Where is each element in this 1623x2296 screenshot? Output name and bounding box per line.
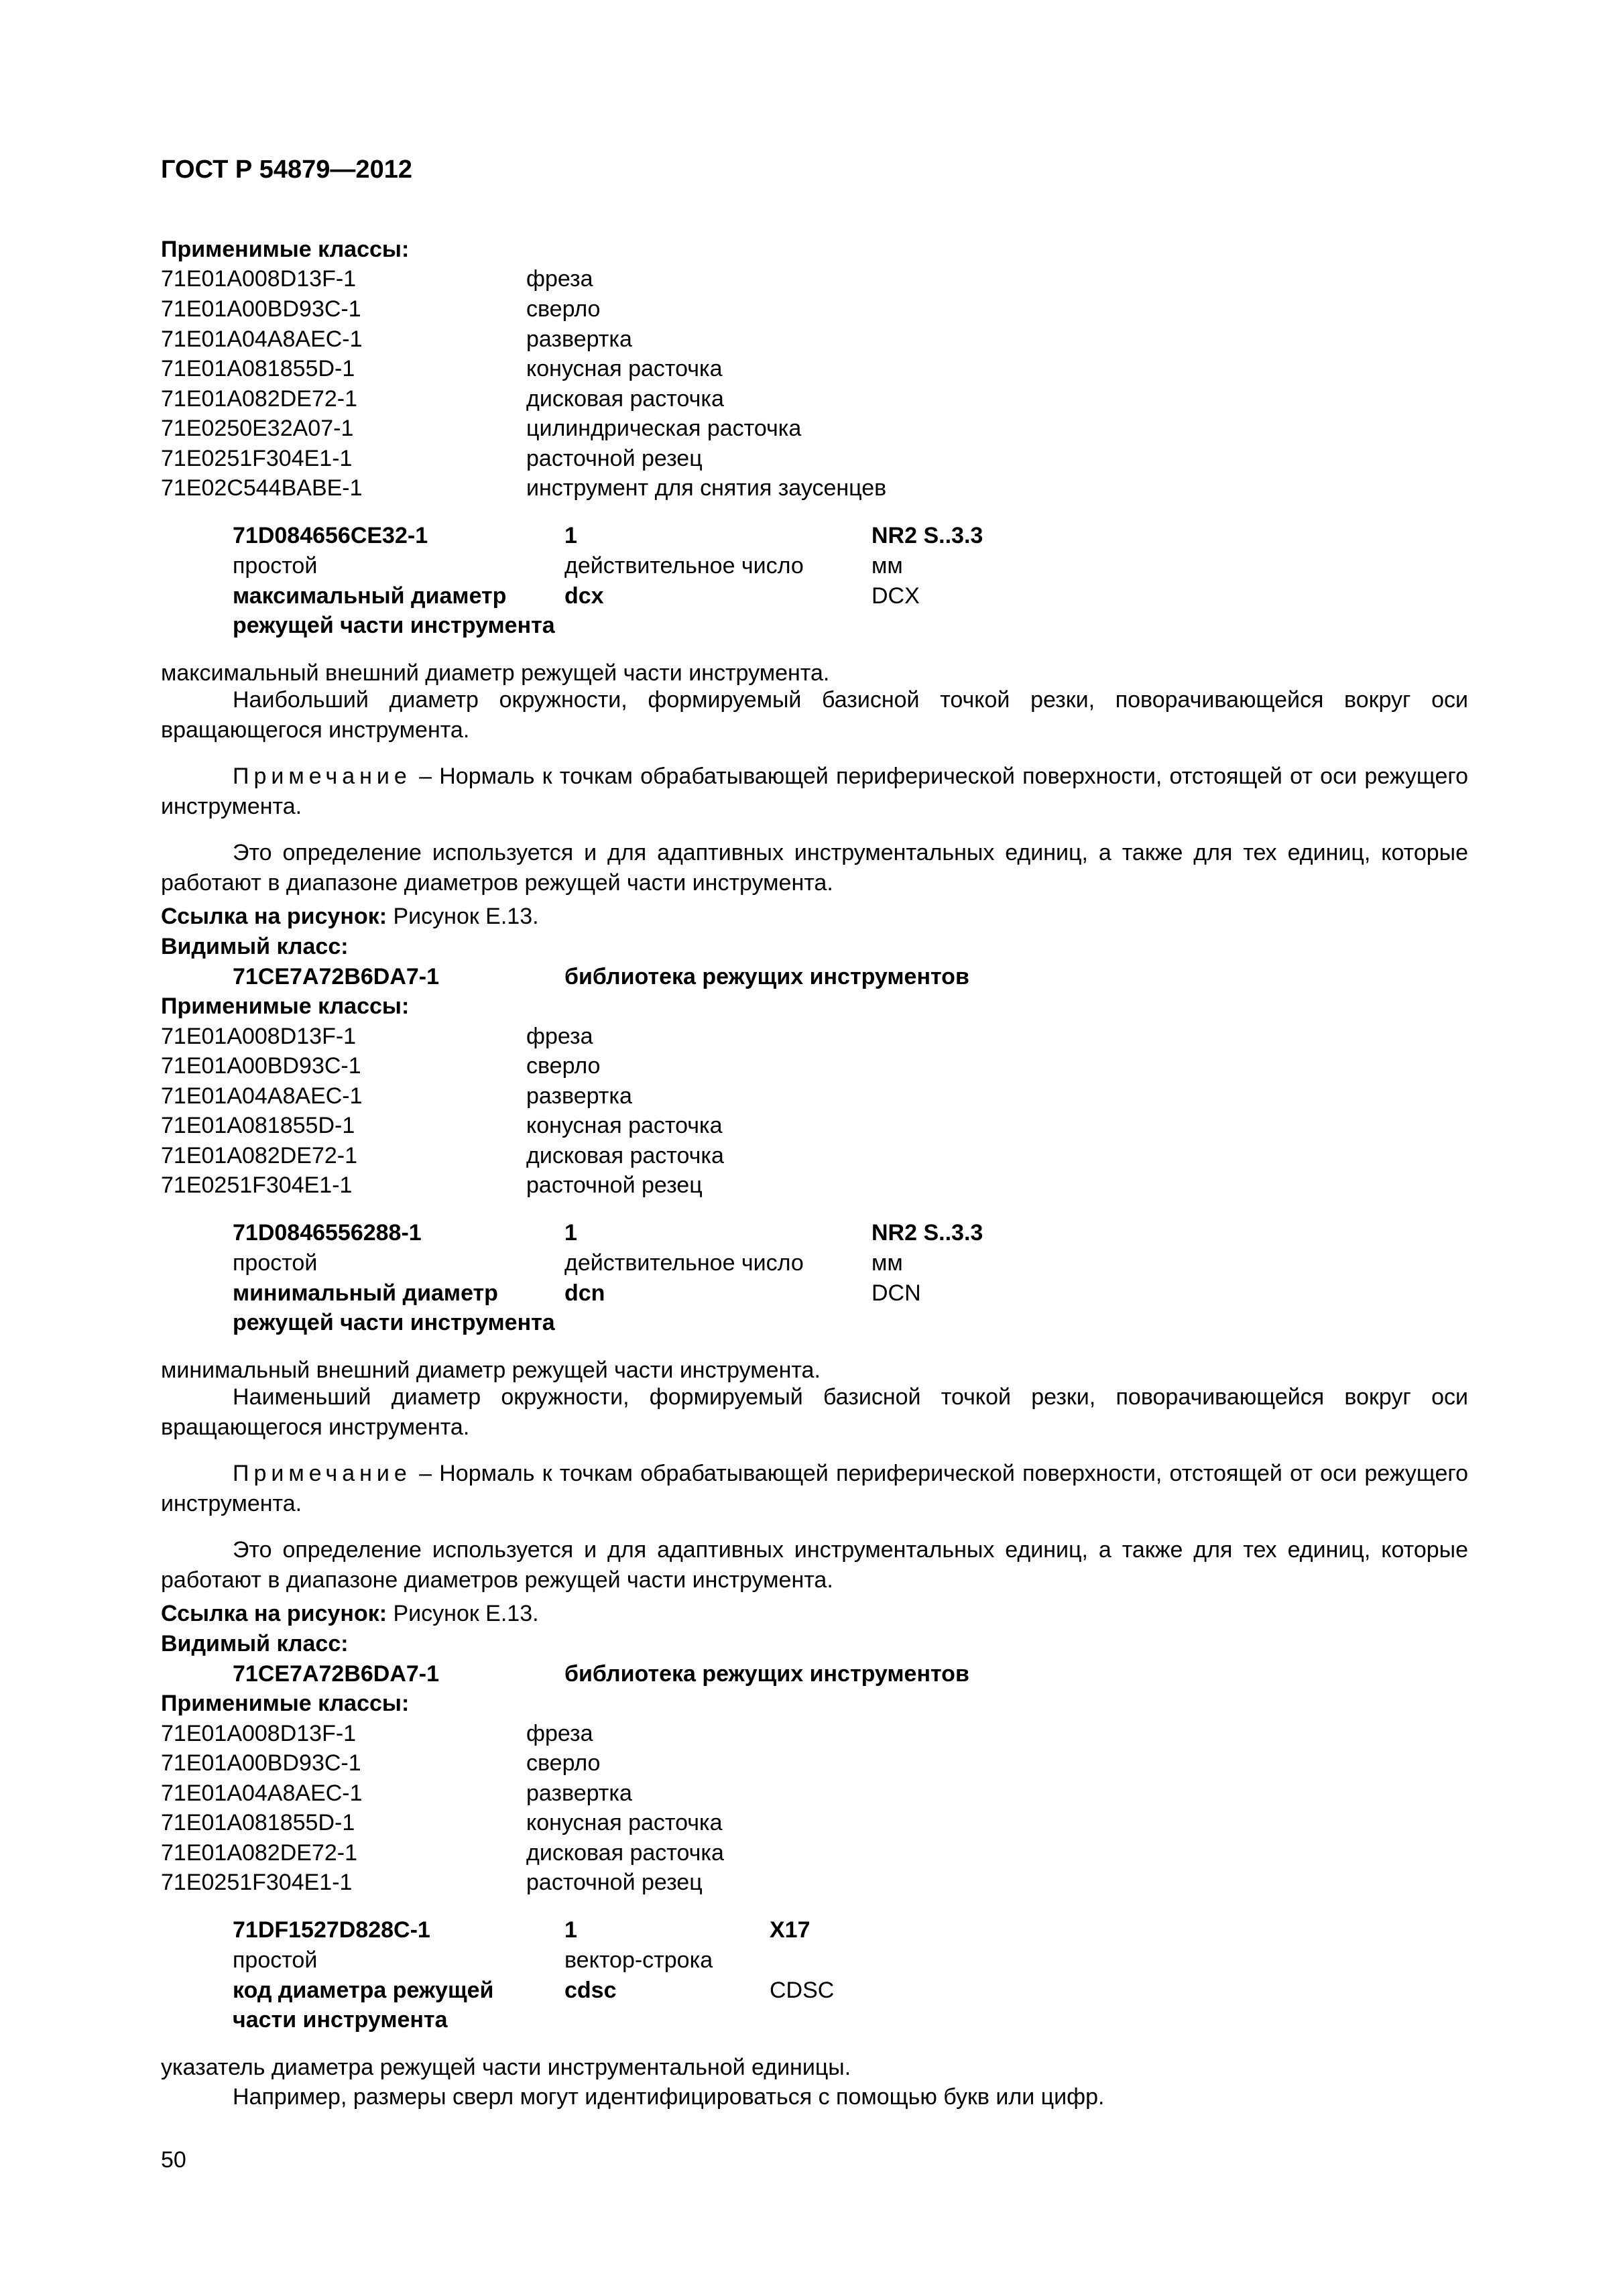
class-code: 71E01A008D13F-1 — [161, 1721, 357, 1746]
entry-format: NR2 S..3.3 — [871, 1220, 983, 1246]
entry-datatype: вектор-строка — [564, 1947, 713, 1973]
entry-format: NR2 S..3.3 — [871, 523, 983, 548]
class-code: 71E01A082DE72-1 — [161, 1840, 358, 1866]
entry-name: режущей части инструмента — [233, 613, 555, 638]
entry-unit: мм — [871, 1250, 903, 1276]
visible-class-name: библиотека режущих инструментов — [564, 964, 969, 989]
entry-paragraph: Наименьший диаметр окружности, формируемый базисной точкой резки, поворачивающейся вокруг оси вращающегося инструмента. — [161, 1384, 1468, 1440]
class-code: 71E01A008D13F-1 — [161, 1024, 357, 1049]
entry-name: минимальный диаметр — [233, 1280, 498, 1306]
applicable-classes-heading: Применимые классы: — [161, 1691, 410, 1716]
entry-code: DCN — [871, 1280, 921, 1306]
class-name: сверло — [526, 1053, 601, 1079]
class-name: конусная расточка — [526, 1113, 723, 1138]
class-code: 71E01A04A8AEC-1 — [161, 1083, 363, 1109]
entry-symbol: dcx — [564, 583, 604, 609]
class-name: развертка — [526, 1780, 632, 1806]
class-name: инструмент для снятия заусенцев — [526, 475, 887, 501]
class-name: фреза — [526, 1721, 593, 1746]
entry-format: X17 — [770, 1917, 810, 1943]
class-name: дисковая расточка — [526, 1143, 724, 1168]
entry-note — [161, 1459, 1468, 1519]
page-number: 50 — [161, 2147, 186, 2173]
entry-unit: мм — [871, 553, 903, 579]
entry-id: 71D084656CE32-1 — [233, 523, 428, 548]
figure-reference — [161, 905, 539, 928]
entry-paragraph: Это определение используется и для адаптивных инструментальных единиц, а также для тех единиц, которые работают в диапазоне диаметров режущей части инструмента. — [161, 840, 1468, 896]
entry-datatype: действительное число — [564, 1250, 804, 1276]
class-code: 71E01A00BD93C-1 — [161, 1750, 361, 1776]
class-code: 71E0251F304E1-1 — [161, 1172, 353, 1198]
document-header: ГОСТ Р 54879—2012 — [161, 156, 412, 184]
class-code: 71E01A082DE72-1 — [161, 386, 358, 412]
class-name: развертка — [526, 1083, 632, 1109]
entry-name: код диаметра режущей — [233, 1978, 494, 2003]
entry-definition: максимальный внешний диаметр режущей части инструмента. — [161, 660, 830, 686]
visible-class-name: библиотека режущих инструментов — [564, 1661, 969, 1687]
class-name: сверло — [526, 1750, 601, 1776]
class-code: 71E01A081855D-1 — [161, 356, 355, 381]
class-name: фреза — [526, 1024, 593, 1049]
class-code: 71E01A082DE72-1 — [161, 1143, 358, 1168]
class-name: дисковая расточка — [526, 386, 724, 412]
class-name: конусная расточка — [526, 356, 723, 381]
visible-class-heading: Видимый класс: — [161, 934, 349, 959]
applicable-classes-heading: Применимые классы: — [161, 237, 410, 262]
entry-version: 1 — [564, 523, 577, 548]
class-code: 71E01A081855D-1 — [161, 1113, 355, 1138]
class-code: 71E0251F304E1-1 — [161, 1870, 353, 1895]
class-name: фреза — [526, 266, 593, 292]
entry-name: части инструмента — [233, 2007, 448, 2033]
class-name: конусная расточка — [526, 1810, 723, 1835]
entry-kind: простой — [233, 553, 318, 579]
figure-reference — [161, 1602, 539, 1625]
entry-version: 1 — [564, 1917, 577, 1943]
class-code: 71E0251F304E1-1 — [161, 446, 353, 471]
class-code: 71E01A00BD93C-1 — [161, 296, 361, 322]
entry-symbol: dcn — [564, 1280, 605, 1306]
entry-paragraph: Например, размеры сверл могут идентифицироваться с помощью букв или цифр. — [233, 2084, 1105, 2110]
entry-code: DCX — [871, 583, 920, 609]
class-name: расточной резец — [526, 1172, 703, 1198]
visible-class-code: 71CE7A72B6DA7-1 — [233, 1661, 440, 1687]
figure-reference-label: Ссылка на рисунок: — [161, 904, 387, 929]
figure-reference-value: Рисунок Е.13. — [387, 904, 539, 929]
class-code: 71E0250E32A07-1 — [161, 416, 354, 441]
applicable-classes-heading: Применимые классы: — [161, 993, 410, 1019]
note-label: Примечание — [233, 1461, 412, 1486]
entry-name: режущей части инструмента — [233, 1310, 555, 1335]
note-label: Примечание — [233, 764, 412, 789]
class-code: 71E01A04A8AEC-1 — [161, 1780, 363, 1806]
entry-paragraph: Это определение используется и для адаптивных инструментальных единиц, а также для тех единиц, которые работают в диапазоне диаметров режущей части инструмента. — [161, 1537, 1468, 1593]
class-name: расточной резец — [526, 446, 703, 471]
entry-id: 71DF1527D828C-1 — [233, 1917, 430, 1943]
note-text: – Нормаль к точкам обрабатывающей периферической поверхности, отстоящей от оси режущего инструмента. — [161, 764, 1468, 819]
visible-class-code: 71CE7A72B6DA7-1 — [233, 964, 440, 989]
class-name: цилиндрическая расточка — [526, 416, 802, 441]
entry-version: 1 — [564, 1220, 577, 1246]
entry-datatype: действительное число — [564, 553, 804, 579]
figure-reference-value: Рисунок Е.13. — [387, 1601, 539, 1626]
entry-symbol: cdsc — [564, 1978, 617, 2003]
entry-id: 71D0846556288-1 — [233, 1220, 422, 1246]
entry-paragraph: Наибольший диаметр окружности, формируемый базисной точкой резки, поворачивающейся вокруг оси вращающегося инструмента. — [161, 687, 1468, 743]
class-code: 71E01A00BD93C-1 — [161, 1053, 361, 1079]
entry-definition: указатель диаметра режущей части инструментальной единицы. — [161, 2055, 851, 2080]
entry-kind: простой — [233, 1947, 318, 1973]
class-code: 71E02C544BABE-1 — [161, 475, 363, 501]
visible-class-heading: Видимый класс: — [161, 1631, 349, 1656]
entry-kind: простой — [233, 1250, 318, 1276]
class-name: развертка — [526, 326, 632, 352]
note-text: – Нормаль к точкам обрабатывающей периферической поверхности, отстоящей от оси режущего инструмента. — [161, 1461, 1468, 1516]
figure-reference-label: Ссылка на рисунок: — [161, 1601, 387, 1626]
entry-definition: минимальный внешний диаметр режущей части инструмента. — [161, 1357, 821, 1383]
class-code: 71E01A081855D-1 — [161, 1810, 355, 1835]
class-code: 71E01A04A8AEC-1 — [161, 326, 363, 352]
class-code: 71E01A008D13F-1 — [161, 266, 357, 292]
entry-code: CDSC — [770, 1978, 835, 2003]
class-name: расточной резец — [526, 1870, 703, 1895]
entry-note — [161, 762, 1468, 822]
class-name: сверло — [526, 296, 601, 322]
class-name: дисковая расточка — [526, 1840, 724, 1866]
entry-name: максимальный диаметр — [233, 583, 507, 609]
